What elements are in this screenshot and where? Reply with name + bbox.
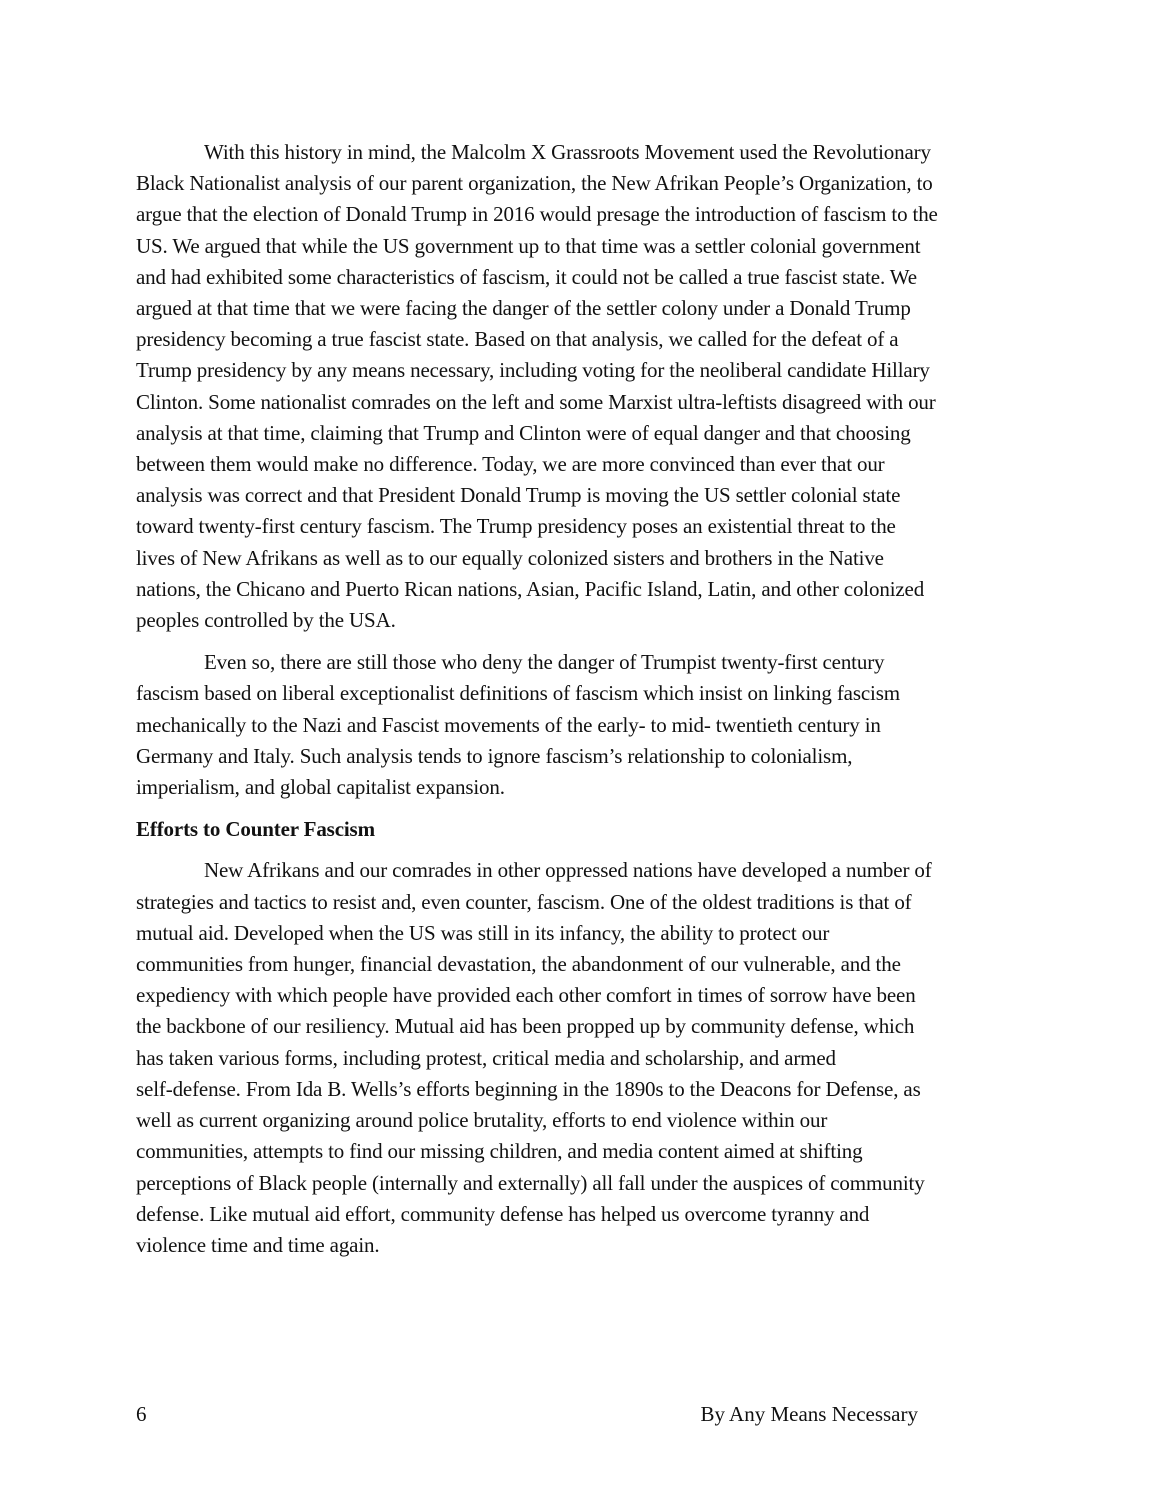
text-line: communities, attempts to find our missing children, and media content aimed at shifting	[136, 1139, 863, 1164]
text-line: self-defense. From Ida B. Wells’s efforts beginning in the 1890s to the Deacons for Defense, as	[136, 1076, 921, 1101]
text-line: Even so, there are still those who deny the danger of Trumpist twenty-first century	[204, 650, 885, 675]
running-title: By Any Means Necessary	[700, 1402, 918, 1426]
text-line: lives of New Afrikans as well as to our equally colonized sisters and brothers in the Native	[136, 545, 884, 570]
text-line: presidency becoming a true fascist state. Based on that analysis, we called for the defeat of a	[136, 327, 899, 352]
text-line: US. We argued that while the US government up to that time was a settler colonial government	[136, 233, 921, 258]
text-line: violence time and time again.	[136, 1232, 380, 1257]
text-line: Germany and Italy. Such analysis tends to ignore fascism’s relationship to colonialism,	[136, 743, 853, 768]
text-line: communities from hunger, financial devastation, the abandonment of our vulnerable, and the	[136, 952, 901, 977]
text-line: With this history in mind, the Malcolm X Grassroots Movement used the Revolutionary	[204, 140, 931, 164]
paragraph-2	[136, 647, 1036, 803]
text-line: imperialism, and global capitalist expansion.	[136, 775, 505, 800]
text-line: mutual aid. Developed when the US was still in its infancy, the ability to protect our	[136, 920, 830, 945]
text-line: defense. Like mutual aid effort, community defense has helped us overcome tyranny and	[136, 1201, 870, 1226]
text-line: mechanically to the Nazi and Fascist movements of the early- to mid- twentieth century in	[136, 712, 881, 737]
text-line: well as current organizing around police brutality, efforts to end violence within our	[136, 1108, 828, 1133]
paragraph-3	[136, 855, 1036, 1261]
text-line: Clinton. Some nationalist comrades on the left and some Marxist ultra-leftists disagreed with our	[136, 389, 936, 414]
text-line: nations, the Chicano and Puerto Rican nations, Asian, Pacific Island, Latin, and other colonized	[136, 576, 925, 601]
text-line: expediency with which people have provided each other comfort in times of sorrow have been	[136, 983, 916, 1008]
text-line: has taken various forms, including protest, critical media and scholarship, and armed	[136, 1045, 836, 1070]
text-line: Trump presidency by any means necessary, including voting for the neoliberal candidate Hillary	[136, 358, 930, 383]
body-text	[136, 137, 1036, 1272]
text-line: between them would make no difference. Today, we are more convinced than ever that our	[136, 452, 885, 477]
text-line: fascism based on liberal exceptionalist definitions of fascism which insist on linking fascism	[136, 681, 900, 706]
text-line: strategies and tactics to resist and, even counter, fascism. One of the oldest traditions is that of	[136, 889, 912, 914]
section-heading: Efforts to Counter Fascism	[136, 817, 375, 842]
text-line: analysis at that time, claiming that Trump and Clinton were of equal danger and that choosing	[136, 420, 911, 445]
text-line: the backbone of our resiliency. Mutual aid has been propped up by community defense, which	[136, 1014, 915, 1039]
text-line: perceptions of Black people (internally and externally) all fall under the auspices of community	[136, 1170, 925, 1195]
paragraph-1	[136, 137, 1036, 636]
page-number: 6	[136, 1402, 147, 1426]
text-line: and had exhibited some characteristics of fascism, it could not be called a true fascist state. We	[136, 264, 917, 289]
text-line: New Afrikans and our comrades in other oppressed nations have developed a number of	[204, 858, 932, 883]
text-line: analysis was correct and that President Donald Trump is moving the US settler colonial state	[136, 483, 901, 508]
text-line: toward twenty-first century fascism. The Trump presidency poses an existential threat to the	[136, 514, 896, 539]
text-line: argued at that time that we were facing the danger of the settler colony under a Donald Trump	[136, 296, 911, 321]
text-line: argue that the election of Donald Trump in 2016 would presage the introduction of fascism to the	[136, 202, 938, 227]
text-line: peoples controlled by the USA.	[136, 608, 396, 633]
text-line: Black Nationalist analysis of our parent organization, the New Afrikan People’s Organization, to	[136, 171, 933, 196]
